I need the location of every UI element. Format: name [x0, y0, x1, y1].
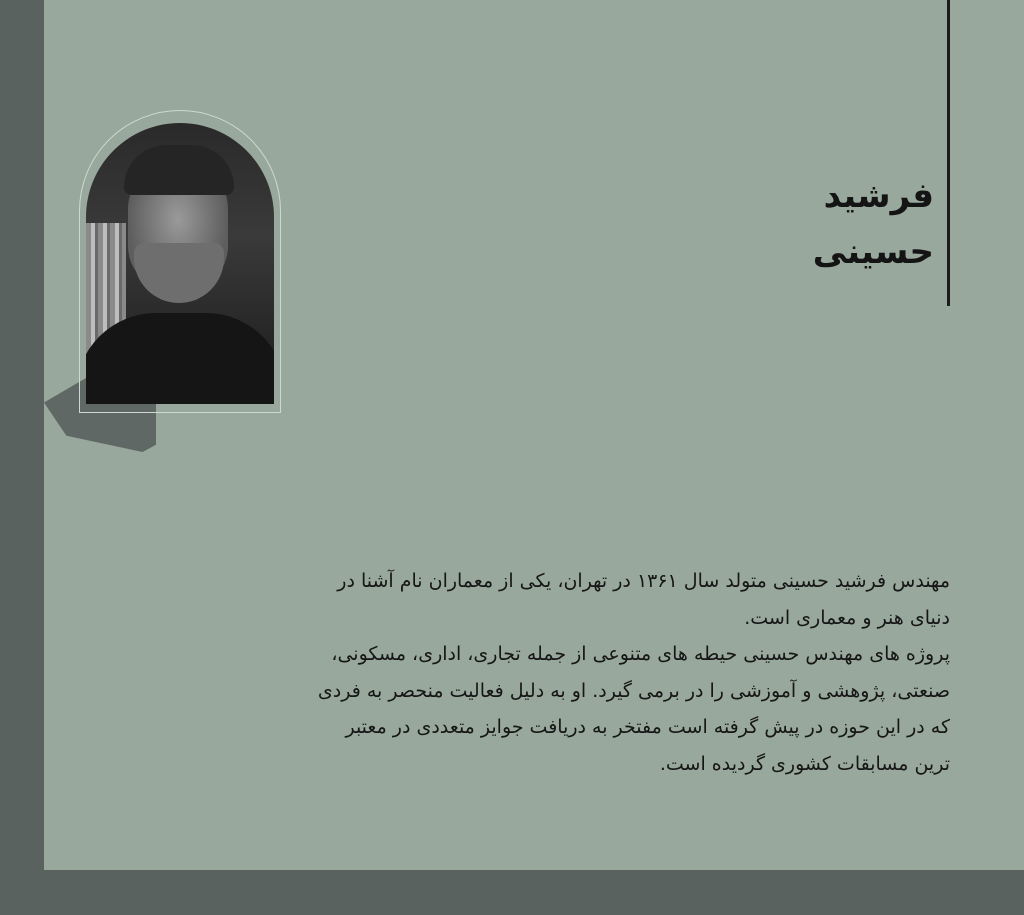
bio-line: دنیای هنر و معماری است.	[744, 606, 950, 629]
portrait-photo	[86, 123, 274, 404]
bio-line: ترین مسابقات کشوری گردیده است.	[659, 752, 950, 775]
bio-line: مهندس فرشید حسینی متولد سال ۱۳۶۱ در تهران، یکی از معماران نام آشنا در	[337, 570, 950, 592]
name-last: حسینی	[812, 232, 934, 272]
biography	[70, 563, 950, 782]
bio-line: که در این حوزه در پیش گرفته است مفتخر به دریافت جوایز متعددی در معتبر	[345, 716, 950, 738]
portrait-body	[86, 313, 274, 404]
bottom-band	[0, 870, 1024, 915]
portrait-hair	[124, 145, 234, 195]
portrait-beard	[134, 243, 224, 303]
name-first: فرشید	[823, 176, 934, 216]
bio-line: پروژه های مهندس حسینی حیطه های متنوعی از جمله تجاری، اداری، مسکونی،	[331, 643, 950, 665]
person-name	[813, 168, 934, 280]
divider-line	[947, 0, 950, 306]
bio-line: صنعتی، پژوهشی و آموزشی را در برمی گیرد. او به دلیل فعالیت منحصر به فردی	[317, 679, 950, 702]
